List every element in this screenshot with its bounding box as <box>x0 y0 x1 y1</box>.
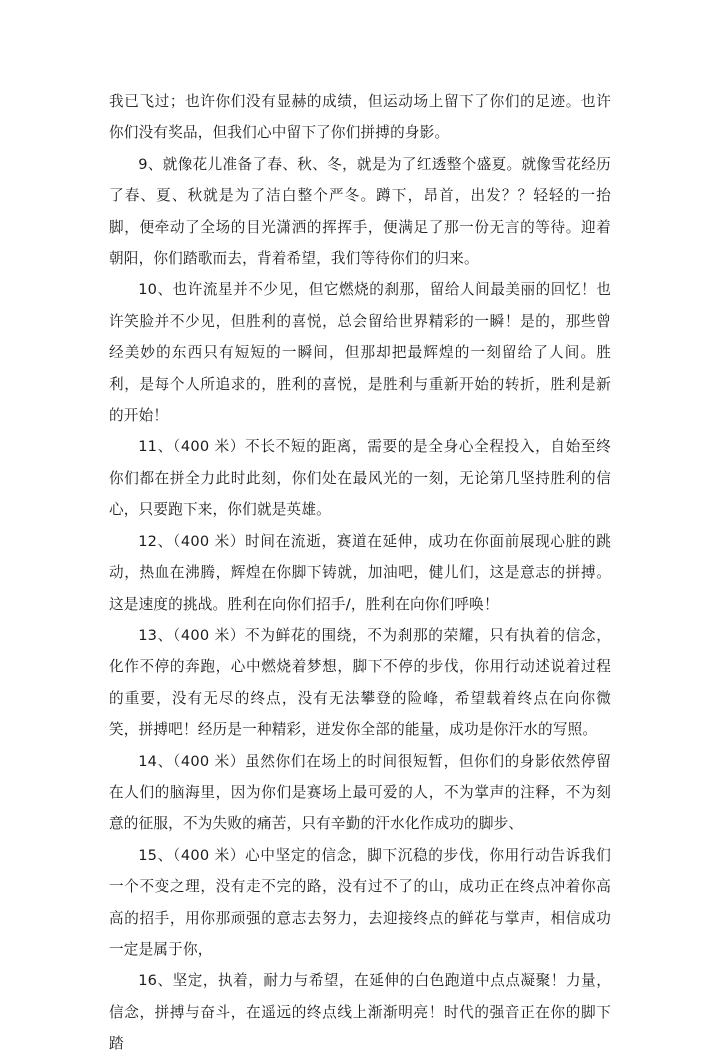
paragraph-continuation: 我已飞过；也许你们没有显赫的成绩，但运动场上留下了你们的足迹。也许你们没有奖品，但我们心中留下了你们拼搏的身影。 <box>109 93 611 142</box>
paragraph-10: 10、也许流星并不少见，但它燃烧的刹那，留给人间最美丽的回忆！也许笑脸并不少见，但胜利的喜悦，总会留给世界精彩的一瞬！是的，那些曾经美妙的东西只有短短的一瞬间，但那却把最辉煌的一刻留给了人间。胜利，是每个人所追求的，胜利的喜悦，是胜利与重新开始的转折，胜利是新的开始！ <box>109 281 611 425</box>
paragraph-15: 15、（400 米）心中坚定的信念，脚下沉稳的步伐，你用行动告诉我们一个不变之理，没有走不完的路，没有过不了的山，成功正在终点冲着你高高的招手，用你那顽强的意志去努力，去迎接终点的鲜花与掌声，相信成功一定是属于你， <box>109 846 611 958</box>
paragraph-13: 13、（400 米）不为鲜花的围绕，不为刹那的荣耀，只有执着的信念，化作不停的奔跑，心中燃烧着梦想，脚下不停的步伐，你用行动述说着过程的重要，没有无尽的终点，没有无法攀登的险峰，希望载着终点在向你微笑，拼搏吧！经历是一种精彩，迸发你全部的能量，成功是你汗水的写照。 <box>109 626 611 739</box>
paragraph-14: 14、（400 米）虽然你们在场上的时间很短暂，但你们的身影依然停留在人们的脑海里，因为你们是赛场上最可爱的人，不为掌声的注释，不为刻意的征服，不为失败的痛苦，只有辛勤的汗水化作成功的脚步、 <box>109 752 611 833</box>
paragraph-11: 11、（400 米）不长不短的距离，需要的是全身心全程投入，自始至终你们都在拼全力此时此刻，你们处在最风光的一刻，无论第几坚持胜利的信心，只要跑下来，你们就是英雄。 <box>109 438 611 519</box>
paragraph-16: 16、坚定，执着，耐力与希望，在延伸的白色跑道中点点凝聚！力量，信念，拼搏与奋斗，在遥远的终点线上渐渐明亮！时代的强音正在你的脚下踏 <box>109 972 611 1053</box>
paragraph-9: 9、就像花儿准备了春、秋、冬，就是为了红透整个盛夏。就像雪花经历了春、夏、秋就是为了洁白整个严冬。蹲下，昂首，出发？？轻轻的一抬脚，便牵动了全场的目光潇洒的挥挥手，便满足了那一份无言的等待。迎着朝阳，你们踏歌而去，背着希望，我们等待你们的归来。 <box>109 155 611 268</box>
document-page <box>109 86 611 1060</box>
paragraph-12: 12、（400 米）时间在流逝，赛道在延伸，成功在你面前展现心脏的跳动，热血在沸腾，辉煌在你脚下铸就，加油吧，健儿们，这是意志的拼搏。这是速度的挑战。胜利在向你们招手/，胜利在向你们呼唤！ <box>109 532 611 613</box>
